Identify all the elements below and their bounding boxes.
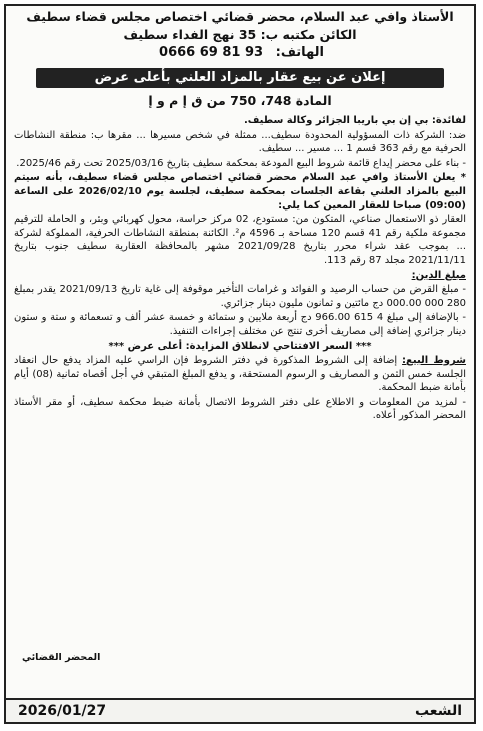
terms-heading: شروط البيع: bbox=[402, 355, 466, 367]
signature: المحضر القضائي bbox=[22, 652, 101, 663]
legal-article: المادة 748، 750 من ق إ م و إ bbox=[148, 93, 332, 108]
additional-amount: - بالإضافة إلى مبلغ 4 615 966.00 دج أربعة ملايين و ستمائة و خمسة عشر ألف و تسعمائة و ستة و ستون دينار جزائري إضافة إلى مصاريف أخرى تنتج عن مختلف إجراءات التنفيذ. bbox=[14, 312, 467, 337]
contact-info: - لمزيد من المعلومات و الاطلاع على دفتر الشروط الاتصال بأمانة ضبط محكمة سطيف، أو مقر الأستاذ المحضر المذكور أعلاه. bbox=[14, 396, 466, 422]
publication-name: الشعب bbox=[414, 703, 462, 719]
property-description: العقار ذو الاستعمال صناعي، المتكون من: مستودع، 02 مركز حراسة، محول كهربائي وبئر، و الحاملة للترقيم مجموعة ملكية رقم 41 قسم 120 مساحة بـ 4596 م². الكائنة بمنطقة النشاطات الحرفية، المملوكة لشركة ... بموجب عقد شراء محرر بتاريخ 2021/09/28 مشهر بالمحافظة العقارية سطيف جنوب بتاريخ 2021/11/11 مجلد 87 رقم 113. bbox=[14, 214, 466, 266]
phone-line bbox=[6, 44, 474, 62]
starting-price: *** السعر الافتتاحي لانطلاق المزايدة: أعلى عرض *** bbox=[108, 340, 372, 352]
notice-title: إعلان عن بيع عقار بالمزاد العلني بأعلى عرض bbox=[36, 68, 444, 88]
auction-announcement: * يعلن الأستاذ وافي عبد السلام محضر قضائي اختصاص مجلس قضاء سطيف، بأنه سيتم البيع بالمزاد العلني بقاعة الجلسات بمحكمة سطيف، لجلسة يوم 2026/02/10 على الساعة (09:00) صباحا للعقار المعين كما يلي: bbox=[14, 172, 466, 211]
debt-heading: مبلغ الدين: bbox=[411, 269, 466, 281]
phone-number: 0666 69 81 93 bbox=[159, 45, 264, 60]
terms-text: إضافة إلى الشروط المذكورة في دفتر الشروط فإن الراسي عليه المزاد يدفع حال انعقاد الجلسة خمس الثمن و المصاريف و الرسوم المستحقة، و يدفع المبلغ المتبقي في أجل أقصاه ثمانية (08) أيام بأمانة ضبط المحكمة. bbox=[14, 355, 466, 394]
deposit-reference: - بناء على محضر إيداع قائمة شروط البيع المودعة بمحكمة سطيف بتاريخ 2025/03/16 تحت رقم 2025/46. bbox=[16, 157, 466, 169]
debt-amount: - مبلغ القرض من حساب الرصيد و الفوائد و غرامات التأخير موقوفة إلى غاية تاريخ 2021/09/13 يقدر بمبلغ 280 000 000.00 دج مائتين و ثمانون مليون دينار جزائري. bbox=[14, 284, 466, 309]
publication-date: 2026/01/27 bbox=[18, 703, 107, 719]
bailiff-line: الأستاذ وافي عبد السلام، محضر قضائي اختصاص مجلس قضاء سطيف bbox=[26, 9, 454, 24]
notice-body bbox=[6, 110, 474, 423]
notice-header bbox=[6, 8, 474, 44]
office-address: الكائن مكتبه ب: 35 نهج الفداء سطيف bbox=[123, 27, 357, 42]
debtor: ضد: الشركة ذات المسؤولية المحدودة سطيف... ممثلة في شخص مسيرها ... مقرها ب: منطقة النشاطات الحرفية مع رقم 363 قسم 1 ... مسير ... سطيف. bbox=[14, 129, 466, 155]
legal-notice bbox=[4, 4, 476, 724]
phone-label: الهاتف: bbox=[275, 45, 324, 60]
publication-footer bbox=[6, 698, 474, 722]
beneficiary: لفائدة: بي إن بي باريبا الجزائر وكالة سطيف. bbox=[243, 115, 466, 126]
